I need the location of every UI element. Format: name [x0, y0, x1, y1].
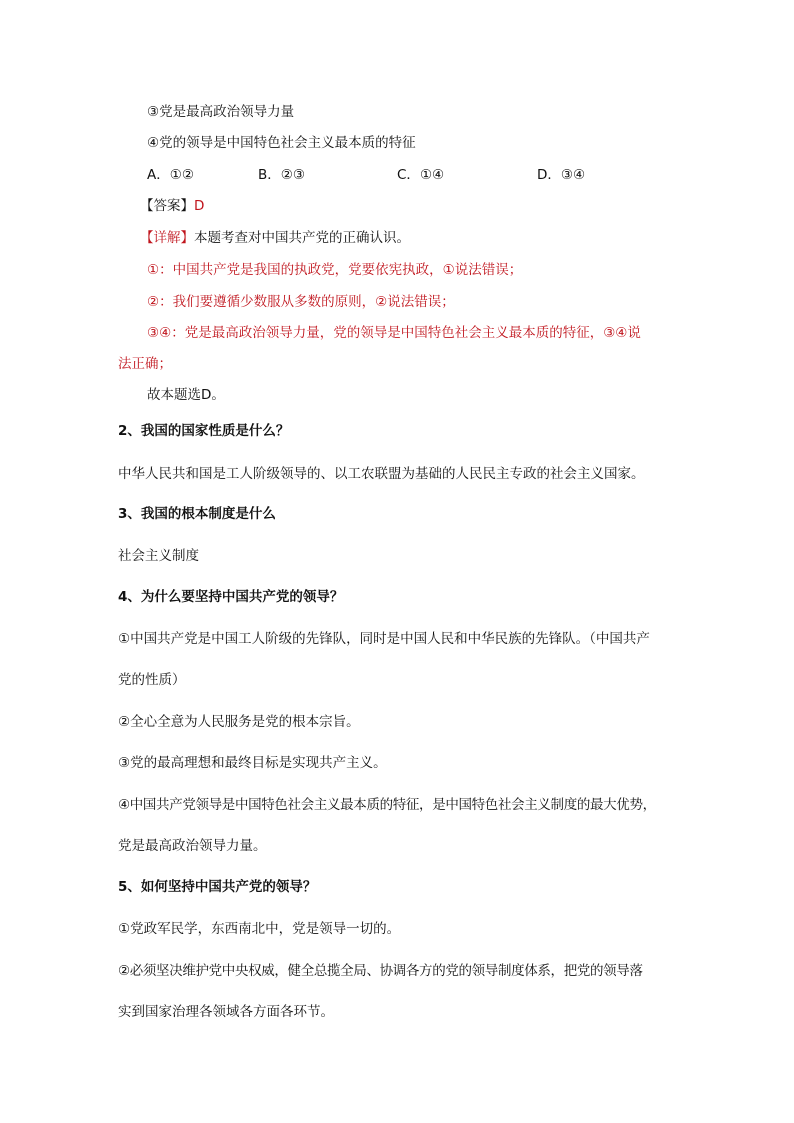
option-b-value: ②③ [280, 167, 305, 183]
q2-heading: 2、我国的国家性质是什么？ [118, 423, 290, 439]
option-d-value: ③④ [560, 167, 586, 183]
option-b-letter: B． [258, 167, 281, 183]
option-a-letter: A． [147, 167, 170, 183]
answer-label: 【答案】 [140, 198, 194, 214]
q2-answer: 中华人民共和国是工人阶级领导的、以工农联盟为基础的人民民主专政的社会主义国家。 [118, 466, 645, 482]
q4-p1-line1: ①中国共产党是中国工人阶级的先锋队，同时是中国人民和中华民族的先锋队。（中国共产 [118, 631, 650, 647]
explain-34-line2: 法正确； [118, 356, 172, 372]
q4-p4-line2: 党是最高政治领导力量。 [118, 838, 267, 854]
option-c-value: ①④ [419, 167, 445, 183]
q4-p1-line2: 党的性质） [118, 672, 186, 688]
option-b [258, 166, 305, 184]
option-d-letter: D． [537, 167, 561, 183]
q4-p2: ②全心全意为人民服务是党的根本宗旨。 [118, 714, 360, 730]
conclusion: 故本题选D。 [147, 387, 225, 403]
q4-p4-line1: ④中国共产党领导是中国特色社会主义最本质的特征，是中国特色社会主义制度的最大优势， [118, 797, 656, 813]
answer-line [140, 197, 204, 215]
explain-line [140, 229, 410, 247]
option-c [397, 166, 444, 184]
option-a-value: ①② [169, 167, 194, 183]
q5-heading: 5、如何坚持中国共产党的领导？ [118, 879, 317, 895]
q5-p1: ①党政军民学，东西南北中，党是领导一切的。 [118, 921, 401, 937]
statement-3: ③党是最高政治领导力量 [147, 104, 295, 120]
option-a [147, 166, 194, 184]
explain-1: ①：中国共产党是我国的执政党，党要依宪执政，①说法错误； [147, 262, 523, 278]
explain-34-line1: ③④：党是最高政治领导力量，党的领导是中国特色社会主义最本质的特征，③④说 [147, 325, 641, 341]
explain-intro: 本题考查对中国共产党的正确认识。 [194, 230, 410, 246]
q5-p2-line1: ②必须坚决维护党中央权威，健全总揽全局、协调各方的党的领导制度体系，把党的领导落 [118, 963, 643, 979]
q4-heading: 4、为什么要坚持中国共产党的领导？ [118, 589, 344, 605]
answer-value: D [194, 198, 205, 214]
q5-p2-line2: 实到国家治理各领域各方面各环节。 [118, 1004, 334, 1020]
explain-label: 【详解】 [140, 230, 194, 246]
q3-heading: 3、我国的根本制度是什么 [118, 506, 276, 522]
q3-answer: 社会主义制度 [118, 548, 199, 564]
explain-2: ②：我们要遵循少数服从多数的原则，②说法错误； [147, 294, 455, 310]
q4-p3: ③党的最高理想和最终目标是实现共产主义。 [118, 755, 387, 771]
option-d [537, 166, 585, 184]
option-c-letter: C． [397, 167, 420, 183]
statement-4: ④党的领导是中国特色社会主义最本质的特征 [147, 135, 416, 151]
